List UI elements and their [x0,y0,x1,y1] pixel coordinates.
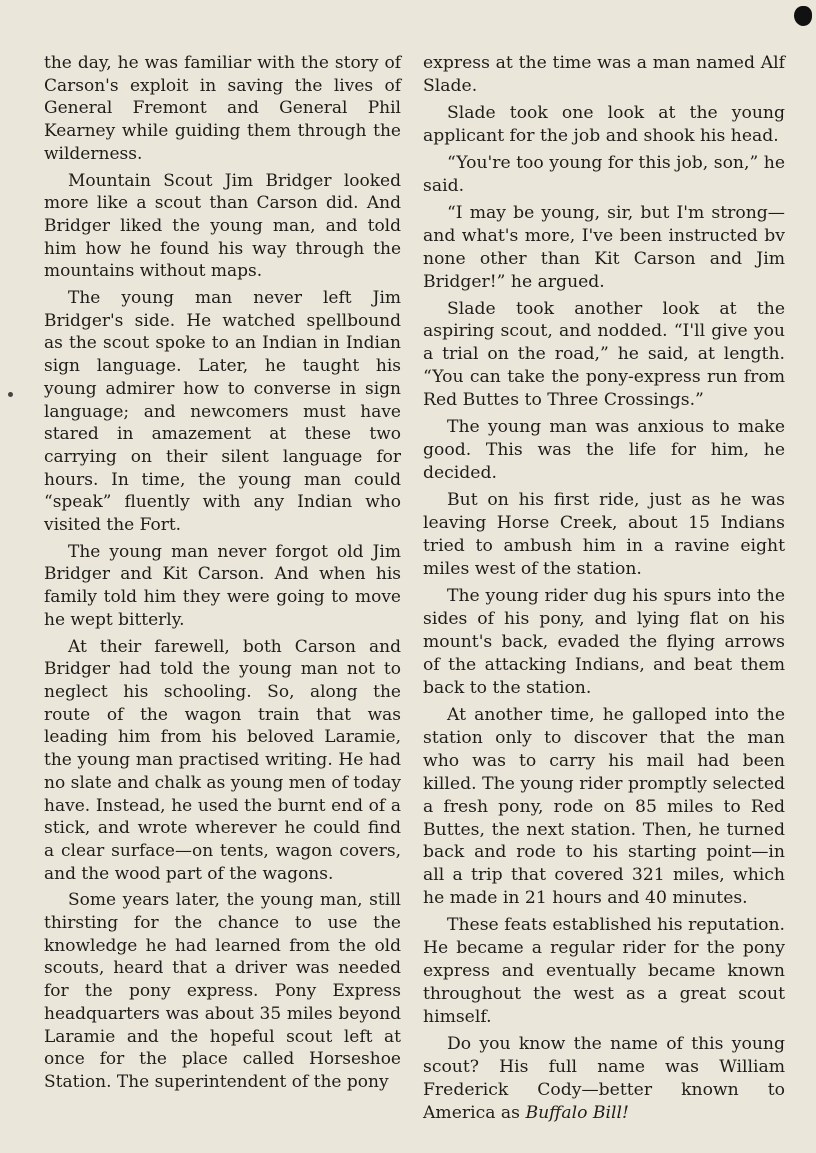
paragraph-make-good: The young man was anxious to make good. This was the life for him, he decided. [423,417,785,484]
paragraph-slade-look: Slade took one look at the young applicant for the job and shook his head. [423,102,785,146]
paragraph-sign-language: The young man never left Jim Bridger's side. He watched spellbound as the scout spoke to an Indian in Indian sign language. Later, he taught his young admirer how to converse in sign language; and newcomers must have stared in amazement at these two carrying on their silent language for hours. In time, the young man could “speak” fluently with any Indian who visited the Fort. [44,288,401,536]
paragraph-continued: the day, he was familiar with the story of Carson's exploit in saving the lives of General Fremont and General Phil Kearney while guiding them through the wilderness. [44,53,401,164]
left-column [44,52,401,1094]
paragraph-alf-slade: express at the time was a man named Alf Slade. [423,53,785,96]
paragraph-first-ride: But on his first ride, just as he was leaving Horse Creek, about 15 Indians tried to ambush him in a ravine eight miles west of the station. [423,490,785,580]
paragraph-jim-bridger: Mountain Scout Jim Bridger looked more like a scout than Carson did. And Bridger liked the young man, and told him how he found his way through the mountains without maps. [44,170,401,282]
paragraph-escape: The young rider dug his spurs into the sides of his pony, and lying flat on his mount's back, evaded the flying arrows of the attacking Indians, and beat them back to the station. [423,585,785,698]
stray-dot-mark [8,392,13,397]
ink-spot-mark [794,6,812,26]
paragraph-moving-away: The young man never forgot old Jim Bridger and Kit Carson. And when his family told him they were going to move he wept bitterly. [44,541,401,630]
reveal-lead-text: Do you know the name of this young scout? His full name was William Frederick Cody—better known to America as [423,1034,785,1123]
paragraph-schooling: At their farewell, both Carson and Bridger had told the young man not to neglect his schooling. So, along the route of the wagon train that was leading him from his beloved Laramie, the young man practised writing. He had no slate and chalk as young men of today have. Instead, he used the burnt end of a stick, and wrote wherever he could find a clear surface—on tents, wagon covers, and the wood part of the wagons. [44,636,401,884]
paragraph-reveal [423,1033,785,1125]
buffalo-bill-name: Buffalo Bill! [525,1102,629,1123]
right-column [423,52,785,1125]
paragraph-pony-express-search: Some years later, the young man, still thirsting for the chance to use the knowledge he had learned from the old scouts, heard that a driver was needed for the pony express. Pony Express headquarters was about 35 miles beyond Laramie and the hopeful scout left at once for the place called Horseshoe Station. The superintendent of the pony [44,890,401,1092]
paragraph-reputation: These feats established his reputation. He became a regular rider for the pony express and eventually became known throughout the west as a great scout himself. [423,915,785,1028]
paragraph-long-ride: At another time, he galloped into the station only to discover that the man who was to carry his mail had been killed. The young rider promptly selected a fresh pony, rode on 85 miles to Red Buttes, the next station. Then, he turned back and rode to his starting point—in all a trip that covered 321 miles, which he made in 21 hours and 40 minutes. [423,704,785,909]
paragraph-too-young: “You're too young for this job, son,” he said. [423,152,785,196]
paragraph-trial-run: Slade took another look at the aspiring scout, and nodded. “I'll give you a trial on the road,” he said, at length. “You can take the pony-express run from Red Buttes to Three Crossings.” [423,298,785,411]
paragraph-argument: “I may be young, sir, but I'm strong—and what's more, I've been instructed bv none other than Kit Carson and Jim Bridger!” he argued. [423,202,785,292]
